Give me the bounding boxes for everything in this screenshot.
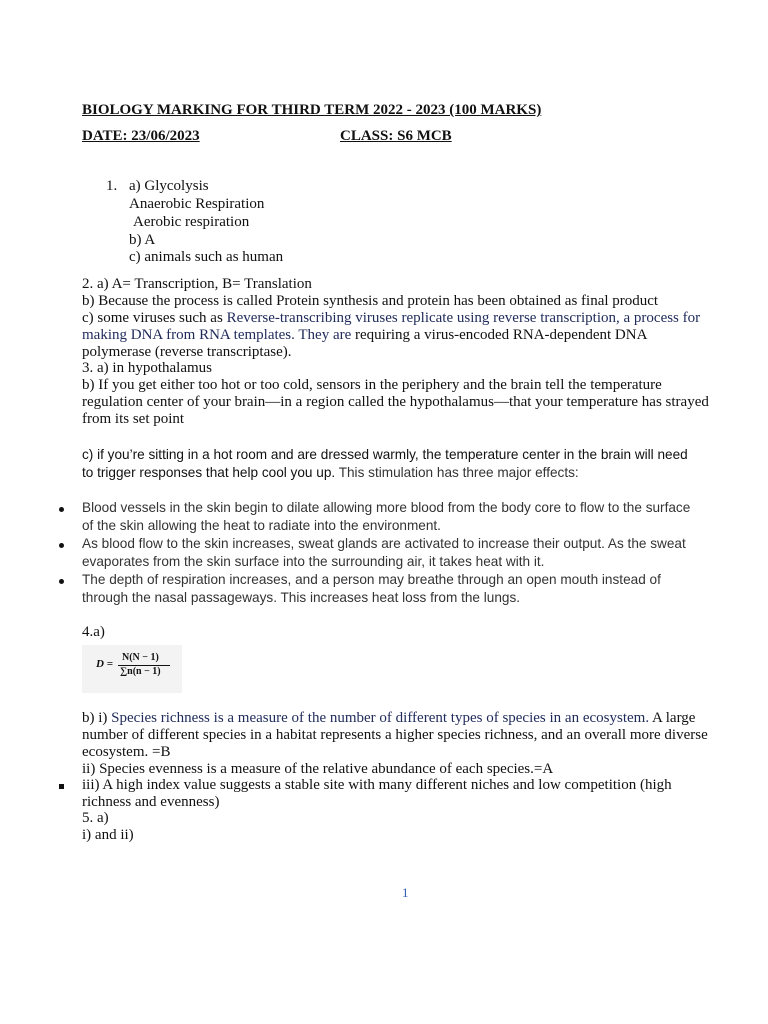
square-bullet-icon [59, 784, 64, 789]
q5-line2: i) and ii) [82, 827, 134, 843]
q3-b-line2: regulation center of your brain—in a region called the hypothalamus—that your temperature has strayed [82, 394, 709, 410]
q2-c-blue-text: Reverse-transcribing viruses replicate using reverse transcription, a process for [226, 310, 701, 326]
q4-a: 4.a) [82, 624, 105, 640]
q4-bi-line2: number of different species in a habitat represents a higher species richness, and an overall more diverse [82, 727, 708, 743]
date-label: DATE: 23/06/2023 [82, 128, 200, 144]
q2-c-line1 [82, 310, 700, 327]
q5-a: 5. a) [82, 810, 109, 826]
q2-c-black-text: requiring a virus-encoded RNA-dependent DNA [355, 327, 648, 343]
bullet-1-line1: Blood vessels in the skin begin to dilate allowing more blood from the body core to flow to the surface [82, 500, 691, 515]
bullet-2-line2: evaporates from the skin surface into the surrounding air, it takes heat with it. [82, 554, 545, 569]
q3-a: 3. a) in hypothalamus [82, 360, 212, 376]
bullet-2-line1: As blood flow to the skin increases, sweat glands are activated to increase their output. As the sweat [82, 536, 686, 551]
q4-bii: ii) Species evenness is a measure of the relative abundance of each species.=A [82, 761, 554, 777]
bullet-3-line2: through the nasal passageways. This increases heat loss from the lungs. [82, 590, 521, 605]
q2-a: 2. a) A= Transcription, B= Translation [82, 276, 312, 292]
q3-c-line1: c) if you’re sitting in a hot room and are dressed warmly, the temperature center in the brain will need [82, 447, 688, 462]
diversity-index-formula [82, 645, 182, 693]
q4-biii-line2: richness and evenness) [82, 794, 220, 810]
q1-line2: Anaerobic Respiration [129, 196, 265, 212]
class-label: CLASS: S6 MCB [340, 128, 452, 144]
bullet-1-line2: of the skin allowing the heat to radiate into the environment. [82, 518, 441, 533]
document-title: BIOLOGY MARKING FOR THIRD TERM 2022 - 2023 (100 MARKS) [82, 102, 542, 118]
q2-c-blue-text-2: making DNA from RNA templates. They are [82, 327, 356, 343]
bullet-3-line1: The depth of respiration increases, and a person may breathe through an open mouth instead of [82, 572, 661, 587]
q3-b-line1: b) If you get either too hot or too cold, sensors in the periphery and the brain tell the temperature [82, 377, 662, 393]
q1-number: 1. [106, 178, 118, 194]
formula-lhs: D = [96, 658, 113, 670]
q1-b: b) A [129, 232, 156, 248]
q4-bi-line3: ecosystem. =B [82, 744, 171, 760]
q4-bi-line1 [82, 710, 695, 727]
bullet-icon [59, 543, 64, 548]
q1-a: a) Glycolysis [129, 178, 209, 194]
q2-b: b) Because the process is called Protein synthesis and protein has been obtained as final product [82, 293, 659, 309]
page-number: 1 [402, 885, 409, 900]
q2-c-prefix: c) some viruses such as [82, 310, 227, 326]
q4-bi-black: A large [652, 710, 696, 726]
q3-c-line2b: This stimulation has three major effects: [338, 465, 579, 480]
q3-c-line2a: to trigger responses that help cool you up. [82, 465, 339, 480]
q4-biii-line1: iii) A high index value suggests a stable site with many different niches and low competition (high [82, 777, 672, 793]
bullet-icon [59, 579, 64, 584]
q4-bi-blue: Species richness is a measure of the number of different types of species in an ecosystem. [111, 710, 652, 726]
q3-b-line3: from its set point [82, 411, 185, 427]
formula-denominator: ∑n(n − 1) [120, 666, 161, 677]
q2-c-line3: polymerase (reverse transcriptase). [82, 344, 292, 360]
q3-c-line2 [82, 464, 579, 482]
q1-line3: Aerobic respiration [133, 214, 250, 230]
q4-bi-prefix: b) i) [82, 710, 112, 726]
bullet-icon [59, 507, 64, 512]
formula-numerator: N(N − 1) [122, 652, 159, 663]
q2-c-line2 [82, 327, 647, 344]
q1-c: c) animals such as human [129, 249, 284, 265]
